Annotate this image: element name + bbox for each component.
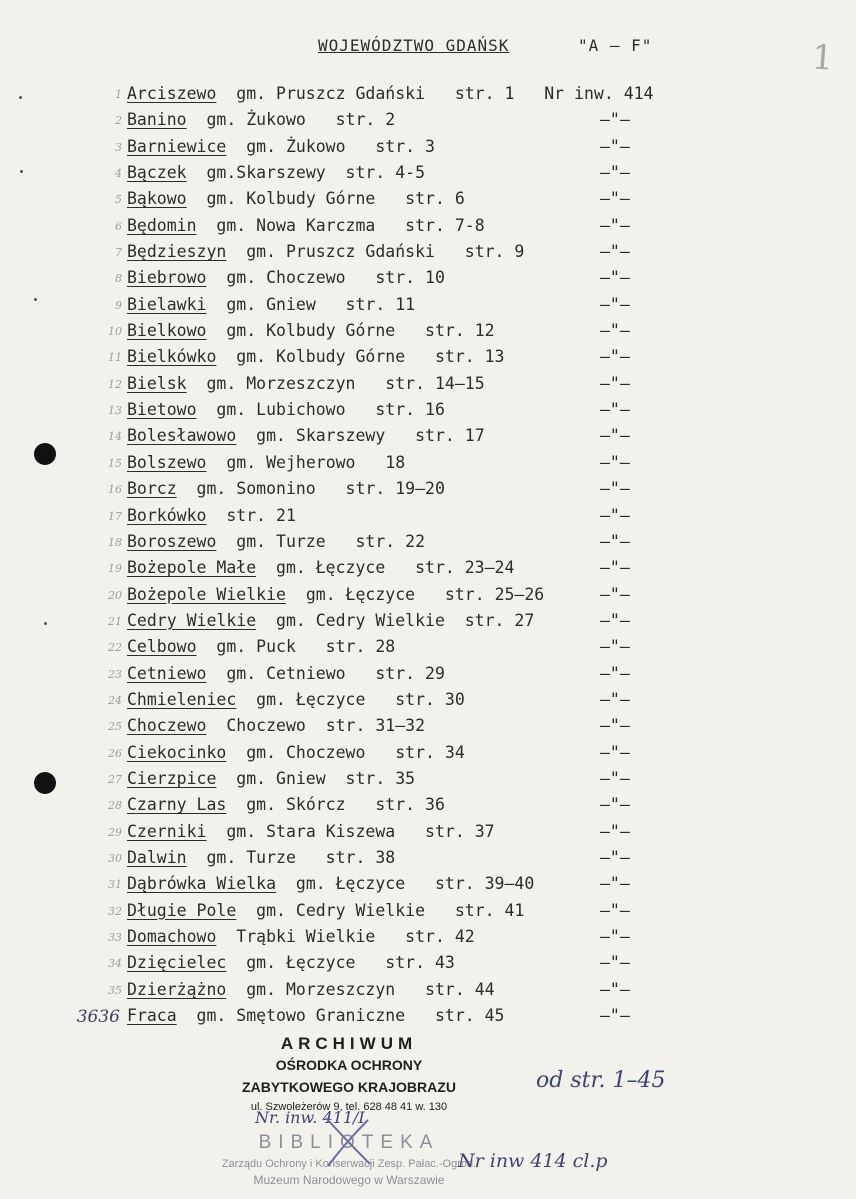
entry-number: 23 (108, 667, 122, 681)
locality-details: gm. Morzeszczyn str. 14–15 (186, 373, 485, 393)
locality-entry (0, 453, 856, 479)
locality-entry (0, 769, 856, 795)
entry-number: 32 (108, 904, 122, 918)
entry-number: 18 (108, 535, 122, 549)
locality-entry (0, 927, 856, 953)
ditto-mark: –"– (600, 110, 630, 130)
locality-details: gm. Morzeszczyn str. 44 (226, 979, 495, 999)
locality-entry (0, 479, 856, 505)
locality-details: gm. Cetniewo str. 29 (206, 663, 445, 683)
locality-entry (0, 374, 856, 400)
locality-details: gm. Cedry Wielkie str. 27 (256, 610, 535, 630)
entry-text (127, 585, 544, 604)
locality-entry (0, 1006, 856, 1032)
locality-name: Bielawki (127, 294, 207, 314)
entry-text (127, 1006, 505, 1025)
locality-entry (0, 189, 856, 215)
ditto-mark: –"– (600, 163, 630, 183)
locality-entry (0, 321, 856, 347)
letter-range: "A – F" (578, 36, 653, 55)
locality-name: Celbowo (127, 637, 197, 657)
ditto-mark: –"– (600, 979, 630, 999)
locality-name: Bożepole Wielkie (127, 584, 286, 604)
locality-entry (0, 848, 856, 874)
locality-details: gm. Somonino str. 19–20 (176, 479, 445, 499)
locality-name: Bielsk (127, 373, 187, 393)
entry-number: 33 (108, 931, 122, 944)
locality-details: gm. Żukowo str. 3 (226, 136, 435, 156)
locality-name: Domachowo (127, 927, 217, 946)
entry-text (127, 216, 485, 235)
stamp-line-osrodka: OŚRODKA OCHRONY (275, 1057, 423, 1073)
locality-entry (0, 874, 856, 900)
locality-name: Bolesławowo (127, 426, 237, 446)
entry-text (127, 795, 445, 814)
punch-hole-bottom (34, 772, 56, 794)
locality-entry (0, 532, 856, 558)
entry-text (127, 927, 475, 946)
ditto-mark: –"– (600, 927, 630, 946)
paper-speck (44, 622, 47, 625)
locality-name: Ciekocinko (127, 742, 227, 762)
locality-details: gm. Lubichowo str. 16 (196, 400, 445, 420)
entry-number: 1 (115, 88, 122, 101)
entry-number: 4 (115, 167, 122, 181)
locality-entry (0, 716, 856, 742)
ditto-mark: –"– (600, 321, 630, 341)
locality-details: gm. Nowa Karczma str. 7-8 (196, 215, 485, 235)
handwritten-page-range: od str. 1–45 (536, 1068, 666, 1093)
entry-text (127, 189, 465, 208)
locality-details: gm. Kolbudy Górne str. 12 (206, 321, 495, 341)
ditto-mark: –"– (600, 294, 630, 314)
locality-entry (0, 137, 856, 163)
locality-entry (0, 558, 856, 584)
entry-number: 7 (115, 246, 122, 260)
entry-text (127, 268, 445, 287)
locality-details: str. 21 (206, 505, 296, 525)
locality-details: gm. Cedry Wielkie str. 41 (236, 900, 525, 920)
locality-entry (0, 664, 856, 690)
locality-details: Choczewo str. 31–32 (206, 716, 426, 736)
entry-number: 3 (115, 140, 122, 154)
locality-details: gm. Turze str. 38 (186, 847, 396, 867)
entry-text (127, 874, 534, 893)
locality-entry (0, 980, 856, 1006)
library-stamp-title: BIBLIOTEKA (258, 1132, 440, 1153)
locality-details: gm. Gniew str. 11 (206, 294, 416, 314)
entry-number: 19 (108, 562, 122, 576)
locality-details: gm. Skórcz str. 36 (226, 795, 445, 815)
locality-details: gm. Pruszcz Gdański str. 9 (226, 242, 525, 262)
locality-name: Długie Pole (127, 900, 237, 920)
stamp-line-zabytkowego: ZABYTKOWEGO KRAJOBRAZU (242, 1079, 456, 1095)
locality-details: gm. Choczewo str. 10 (206, 268, 445, 288)
entry-text (127, 242, 524, 261)
locality-entry (0, 690, 856, 716)
ditto-mark: –"– (600, 716, 630, 736)
entry-text (127, 506, 296, 525)
entry-number: 22 (108, 641, 122, 655)
locality-details: Trąbki Wielkie str. 42 (216, 927, 475, 946)
ditto-mark: –"– (600, 558, 630, 578)
entry-number: 26 (108, 746, 122, 760)
locality-details: gm. Kolbudy Górne str. 13 (216, 347, 505, 367)
locality-name: Dzierżążno (127, 979, 227, 999)
entry-text (127, 347, 505, 366)
entry-number: 14 (108, 430, 122, 444)
ditto-mark: –"– (600, 505, 630, 525)
library-stamp-line2: Zarządu Ochrony i Konserwacji Zesp. Pałac.-Ogrod. (221, 1158, 477, 1170)
library-stamp-line3: Muzeum Narodowego w Warszawie (253, 1173, 445, 1187)
locality-name: Cedry Wielkie (127, 610, 257, 630)
entry-text (127, 690, 465, 709)
locality-details: gm. Łęczyce str. 30 (236, 689, 465, 709)
locality-name: Boroszewo (127, 531, 217, 551)
locality-entry (0, 163, 856, 189)
ditto-mark: –"– (600, 768, 630, 788)
locality-details: gm. Pruszcz Gdański str. 1 Nr inw. 414 (216, 84, 654, 103)
locality-entry (0, 400, 856, 426)
entry-number: 3636 (76, 1007, 120, 1028)
entry-number: 25 (108, 720, 122, 734)
locality-details: gm. Żukowo str. 2 (186, 110, 396, 130)
locality-entry (0, 110, 856, 136)
ditto-mark: –"– (600, 795, 630, 815)
entry-text (127, 664, 445, 683)
locality-details: gm. Łęczyce str. 23–24 (256, 558, 515, 578)
locality-name: Borcz (127, 479, 177, 499)
entry-text (127, 110, 395, 129)
ditto-mark: –"– (600, 689, 630, 709)
entry-number: 24 (108, 693, 122, 707)
entry-number: 17 (108, 509, 122, 523)
paper-speck (20, 170, 23, 173)
entry-number: 11 (108, 351, 122, 365)
locality-entry (0, 901, 856, 927)
locality-entry (0, 426, 856, 452)
ditto-mark: –"– (600, 215, 630, 235)
entry-number: 34 (108, 957, 122, 971)
locality-entry (0, 585, 856, 611)
locality-details: gm. Turze str. 22 (216, 531, 426, 551)
ditto-mark: –"– (600, 821, 630, 841)
locality-entry (0, 743, 856, 769)
locality-entry (0, 268, 856, 294)
ditto-mark: –"– (600, 900, 630, 920)
locality-name: Dzięcielec (127, 953, 227, 973)
entry-text (127, 611, 534, 630)
locality-details: gm. Łęczyce str. 39–40 (276, 874, 535, 894)
ditto-mark: –"– (600, 189, 630, 209)
locality-name: Banino (127, 110, 187, 130)
locality-entry (0, 506, 856, 532)
entry-text (127, 321, 495, 340)
locality-name: Choczewo (127, 716, 207, 736)
entry-text (127, 716, 425, 735)
locality-details: gm. Wejherowo 18 (206, 452, 406, 472)
ditto-mark: –"– (600, 742, 630, 762)
ditto-mark: –"– (600, 242, 630, 262)
locality-name: Fraca (127, 1006, 177, 1026)
ditto-mark: –"– (600, 610, 630, 630)
entry-number: 8 (115, 272, 122, 286)
locality-name: Biebrowo (127, 268, 207, 288)
locality-entry (0, 611, 856, 637)
locality-name: Bąkowo (127, 189, 187, 209)
ditto-mark: –"– (600, 847, 630, 867)
entry-number: 27 (108, 772, 122, 786)
locality-details: gm. Stara Kiszewa str. 37 (206, 821, 495, 841)
locality-name: Bielkówko (127, 347, 217, 367)
entry-text (127, 163, 425, 182)
entry-number: 5 (115, 193, 122, 207)
locality-details: gm. Smętowo Graniczne str. 45 (176, 1006, 505, 1026)
stamp-line-archiwum: ARCHIWUM (280, 1034, 418, 1053)
locality-details: gm. Łęczyce str. 25–26 (285, 584, 545, 604)
entry-number: 15 (108, 456, 122, 470)
entry-number: 2 (115, 114, 122, 128)
locality-name: Bożepole Małe (127, 558, 257, 578)
locality-details: gm. Gniew str. 35 (216, 768, 416, 788)
locality-entry (0, 216, 856, 242)
entry-number: 28 (108, 799, 122, 813)
locality-name: Będzieszyn (127, 242, 227, 262)
locality-details: gm. Choczewo str. 34 (226, 742, 465, 762)
entry-text (127, 743, 465, 762)
locality-entry (0, 637, 856, 663)
locality-name: Dalwin (127, 847, 187, 867)
entry-number: 12 (108, 377, 122, 391)
locality-entry (0, 84, 856, 110)
entry-number: 16 (108, 483, 122, 497)
paper-speck (34, 298, 37, 301)
locality-name: Dąbrówka Wielka (127, 874, 277, 894)
cross-out-mark (318, 1112, 378, 1172)
ditto-mark: –"– (600, 347, 630, 367)
entry-text (127, 822, 495, 841)
locality-name: Bietowo (127, 400, 197, 420)
ditto-mark: –"– (600, 452, 630, 472)
entry-number: 30 (108, 851, 122, 865)
entry-number: 20 (108, 588, 122, 602)
ditto-mark: –"– (600, 400, 630, 420)
locality-name: Borkówko (127, 505, 207, 525)
document-heading (0, 36, 856, 58)
ditto-mark: –"– (600, 637, 630, 657)
entry-text (127, 374, 485, 393)
ditto-mark: –"– (600, 479, 630, 499)
locality-name: Bielkowo (127, 321, 207, 341)
stamp-address: ul. Szwoleżerów 9, tel. 628 48 41 w. 130 (250, 1101, 448, 1113)
ditto-mark: –"– (600, 373, 630, 393)
locality-entry (0, 295, 856, 321)
punch-hole-top (34, 443, 56, 465)
entry-text (127, 479, 445, 498)
ditto-mark: –"– (600, 268, 630, 288)
locality-name: Cierzpice (127, 768, 217, 788)
entry-text (127, 980, 495, 999)
entry-number: 29 (108, 825, 122, 839)
entry-number: 9 (115, 298, 122, 312)
locality-name: Chmieleniec (127, 689, 237, 709)
corner-page-mark: 1 (810, 37, 836, 79)
entry-text (127, 295, 415, 314)
ditto-mark: –"– (600, 953, 630, 973)
ditto-mark: –"– (600, 426, 630, 446)
locality-name: Bączek (127, 163, 187, 183)
entry-text (127, 137, 435, 156)
handwritten-inventory-note: Nr inw 414 cl.p (458, 1150, 608, 1172)
entry-text (127, 532, 425, 551)
entry-number: 31 (108, 878, 122, 892)
entry-number: 6 (115, 219, 122, 233)
entry-text (127, 558, 514, 577)
entry-text (127, 769, 415, 788)
locality-entry (0, 953, 856, 979)
entry-number: 21 (108, 614, 122, 628)
entry-text (127, 84, 654, 103)
locality-details: gm. Kolbudy Górne str. 6 (186, 189, 465, 209)
locality-entry (0, 242, 856, 268)
locality-name: Cetniewo (127, 663, 207, 683)
locality-details: gm.Skarszewy str. 4-5 (186, 163, 426, 183)
entry-text (127, 426, 485, 445)
entry-number: 10 (108, 325, 122, 339)
ditto-mark: –"– (600, 584, 630, 604)
voivodeship-title: WOJEWÓDZTWO GDAŃSK (318, 36, 510, 55)
locality-name: Czerniki (127, 821, 207, 841)
entry-text (127, 637, 395, 656)
locality-name: Bolszewo (127, 452, 207, 472)
locality-name: Będomin (127, 215, 197, 235)
paper-speck (19, 96, 22, 99)
locality-entry (0, 347, 856, 373)
handwritten-inventory-number: Nr. inw. 411/I (255, 1108, 365, 1127)
entry-number: 13 (108, 404, 122, 418)
locality-list (0, 84, 856, 1032)
locality-entry (0, 822, 856, 848)
locality-entry (0, 795, 856, 821)
locality-details: gm. Skarszewy str. 17 (236, 426, 485, 446)
ditto-mark: –"– (600, 874, 630, 894)
locality-name: Czarny Las (127, 795, 227, 815)
entry-number: 35 (108, 983, 122, 997)
locality-details: gm. Puck str. 28 (196, 637, 396, 657)
archive-stamp (218, 1034, 480, 1113)
locality-name: Barniewice (127, 136, 227, 156)
locality-name: Arciszewo (127, 84, 217, 103)
ditto-mark: –"– (600, 1006, 630, 1026)
locality-details: gm. Łęczyce str. 43 (226, 953, 455, 973)
ditto-mark: –"– (600, 531, 630, 551)
entry-text (127, 953, 455, 972)
entry-text (127, 453, 405, 472)
ditto-mark: –"– (600, 136, 630, 156)
entry-text (127, 901, 524, 920)
entry-text (127, 400, 445, 419)
ditto-mark: –"– (600, 663, 630, 683)
entry-text (127, 848, 395, 867)
